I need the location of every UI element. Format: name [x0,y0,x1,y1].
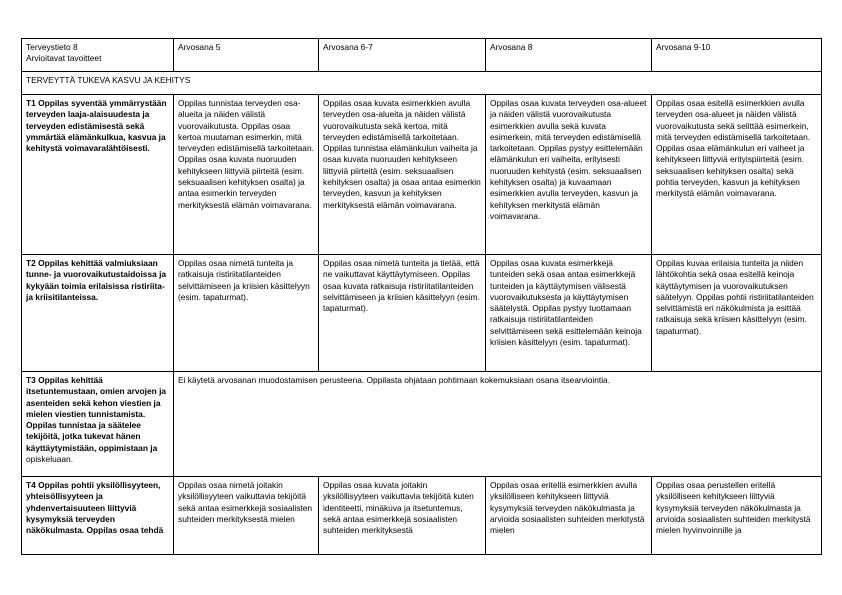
criteria-t4-grade9-10: Oppilas osaa perustellen eritellä yksilölliseen kehitykseen liittyviä kysymyksiä terveyden näkökulmasta ja arvioida sosiaalisten suhteiden merkitystä mielen hyvinvoinnille ja [652,477,822,555]
goal-t3-plain: opiskeluaan. [26,454,74,465]
criteria-t4-grade5: Oppilas osaa nimetä joitakin yksilöllisyyteen vaikuttavia tekijöitä sekä antaa esimerkkejä sosiaalisten suhteiden merkityksestä mielen [174,477,319,555]
goal-t2: T2 Oppilas kehittää valmiuksiaan tunne- ja vuorovaikutustaidoissa ja kykyään toimia erilaisissa ristiriita- ja kriisitilanteissa. [22,255,174,372]
criteria-t2-grade5: Oppilas osaa nimetä tunteita ja ratkaisuja ristiriitatilanteiden selvittämiseen ja kriisien käsittelyyn (esim. tapaturmat). [174,255,319,372]
goal-t1: T1 Oppilas syventää ymmärrystään terveyden laaja-alaisuudesta ja terveyden edistämisestä sekä ymmärtää elämänkulkua, kasvua ja kehitystä voimavaralähtöisesti. [22,95,174,255]
criteria-t3-merged: Ei käytetä arvosanan muodostamisen perusteena. Oppilasta ohjataan pohtimaan kokemuksiaan osana itsearviointia. [174,372,822,477]
table-row [22,95,822,255]
section-row [22,72,822,95]
criteria-t1-grade5: Oppilas tunnistaa terveyden osa-alueita ja näiden välistä vuorovaikutusta. Oppilas osaa kertoa muutaman esimerkin, mitä terveyden edistämisellä tarkoitetaan. Oppilas osaa kuvata nuoruuden kehitykseen liittyviä piirteitä (esim. seksuaalisen kehityksen osalta) ja antaa esimerkin terveyden merkityksestä elämän voimavarana. [174,95,319,255]
goal-t4: T4 Oppilas pohtii yksilöllisyyteen, yhteisöllisyyteen ja yhdenvertaisuuteen liittyviä kysymyksiä terveyden näkökulmasta. Oppilas osaa tehdä [22,477,174,555]
assessment-table [21,38,822,555]
header-grade6-7: Arvosana 6-7 [319,39,486,72]
criteria-t2-grade6-7: Oppilas osaa nimetä tunteita ja tietää, että ne vaikuttavat käyttäytymiseen. Oppilas osaa kuvata ratkaisuja ristiriitatilanteiden selvittämiseen ja kriisien käsittelyyn (esim. tapaturmat). [319,255,486,372]
table-row [22,372,822,477]
goal-t3-bold: T3 Oppilas kehittää itsetuntemustaan, omien arvojen ja asenteiden sekä kehon viestien ja mielen viestien tunnistamista. Oppilas tunnistaa ja säätelee tekijöitä, jotka tukevat hänen käyttäytymistään, oppimistaan ja [26,375,167,453]
header-grade8: Arvosana 8 [486,39,652,72]
criteria-t1-grade9-10: Oppilas osaa esitellä esimerkkien avulla terveyden osa-alueet ja näiden välistä vuorovaikutusta sekä selittää esimerkein, mitä terveyden edistämisellä tarkoitetaan. Oppilas osaa elämänkulun eri vaiheet ja kehitykseen liittyviä erityispiirteitä (esim. seksuaalisen kehityksen osalta) sekä pohtia terveyden, kasvun ja kehityksen merkitystä elämän voimavarana. [652,95,822,255]
criteria-t2-grade8: Oppilas osaa kuvata esimerkkejä tunteiden sekä osaa antaa esimerkkejä tunteiden ja käyttäytymisen välisestä vuorovaikutuksesta ja käyttäytymisen säätelystä. Oppilas pystyy tuottamaan ratkaisuja ristiriitatilanteiden selvittämiseen sekä esittelemään keinoja kriisien käsittelyyn (esim. tapaturmat). [486,255,652,372]
criteria-t4-grade6-7: Oppilas osaa kuvata joitakin yksilöllisyyteen vaikuttavia tekijöitä kuten identiteetti, minäkuva ja itsetuntemus, sekä antaa esimerkkejä sosiaalisten suhteiden merkityksestä [319,477,486,555]
header-grade9-10: Arvosana 9-10 [652,39,822,72]
table-row [22,477,822,555]
goal-t3 [22,372,174,477]
header-subject-cell [22,39,174,72]
table-row [22,255,822,372]
header-grade5: Arvosana 5 [174,39,319,72]
header-subject-line1: Terveystieto 8 [26,42,78,52]
criteria-t4-grade8: Oppilas osaa eritellä esimerkkien avulla yksilölliseen kehitykseen liittyviä kysymyksiä terveyden näkökulmasta ja arvioida sosiaalisten suhteiden merkitystä mielen [486,477,652,555]
header-row [22,39,822,72]
criteria-t1-grade6-7: Oppilas osaa kuvata esimerkkien avulla terveyden osa-alueita ja näiden välistä vuorovaikutusta sekä kertoa, mitä terveyden edistämisellä tarkoitetaan. Oppilas tunnistaa elämänkulun vaiheita ja osaa kuvata nuoruuden kehitykseen liittyviä piirteitä (esim. seksuaalisen kehityksen osalta) ja osaa antaa esimerkin terveyden, kasvun ja kehityksen merkityksestä elämän voimavarana. [319,95,486,255]
criteria-t1-grade8: Oppilas osaa kuvata terveyden osa-alueet ja näiden välistä vuorovaikutusta esimerkkien avulla sekä kuvata esimerkein, mitä terveyden edistämisellä tarkoitetaan. Oppilas pystyy esittelemään elämänkulun eri vaiheita, erityisesti nuoruuden kehitystä (esim. seksuaalisen kehityksen osalta) ja kuvaamaan esimerkkien avulla terveyden, kasvun ja kehityksen merkitystä elämän voimavarana. [486,95,652,255]
criteria-t2-grade9-10: Oppilas kuvaa erilaisia tunteita ja niiden lähtökohtia sekä osaa esitellä keinoja käyttäytymisen ja vuorovaikutuksen säätelyyn. Oppilas pohtii ristiriitatilanteiden selvittämistä eri näkökulmista ja esittää ratkaisuja sekä kriisien käsittelyyn (esim. tapaturmat). [652,255,822,372]
header-subject-line2: Arvioitavat tavoitteet [26,53,102,64]
section-title: TERVEYTTÄ TUKEVA KASVU JA KEHITYS [22,72,822,95]
